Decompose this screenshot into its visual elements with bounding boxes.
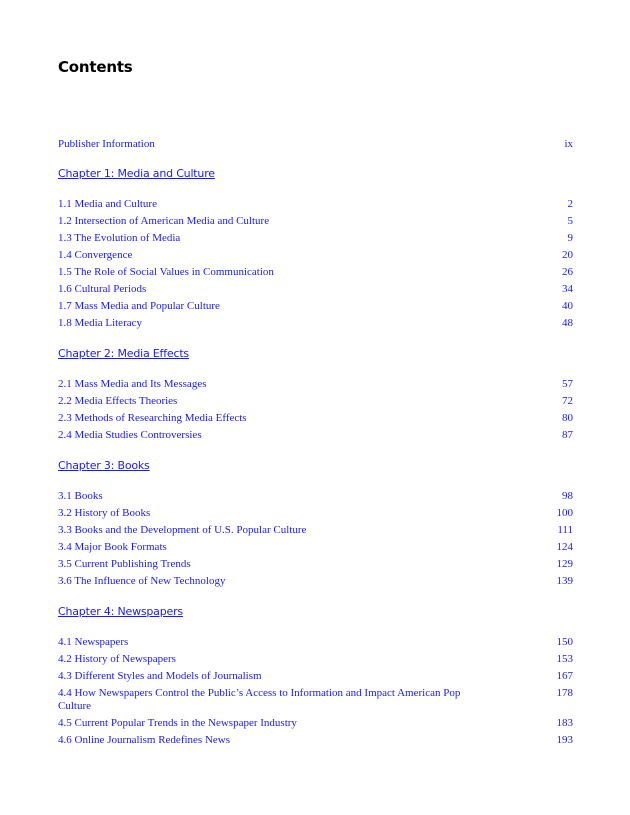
toc-entry-label: 3.5 Current Publishing Trends xyxy=(58,558,191,570)
toc-entry-page: 26 xyxy=(562,266,573,278)
toc-entry-page: 5 xyxy=(567,215,573,227)
toc-entry[interactable] xyxy=(58,300,573,313)
toc-entry[interactable] xyxy=(58,670,573,683)
chapter-heading-3[interactable]: Chapter 3: Books xyxy=(58,459,150,472)
toc-entry[interactable] xyxy=(58,717,573,730)
toc-entry[interactable] xyxy=(58,507,573,520)
toc-entry-page: 100 xyxy=(556,507,573,519)
toc-entry-label: 4.4 How Newspapers Control the Public’s Access to Information and Impact American Pop Culture xyxy=(58,687,461,712)
toc-entry-label: 3.2 History of Books xyxy=(58,507,151,519)
toc-entry-page: 48 xyxy=(562,317,573,329)
chapter-heading-1[interactable]: Chapter 1: Media and Culture xyxy=(58,167,215,180)
toc-entry-label: 1.2 Intersection of American Media and Culture xyxy=(58,215,270,227)
toc-entry[interactable] xyxy=(58,378,573,391)
toc-entry[interactable] xyxy=(58,429,573,442)
toc-entry[interactable] xyxy=(58,734,573,747)
toc-entry-page: 183 xyxy=(556,717,573,729)
toc-entry-publisher-information[interactable] xyxy=(58,138,573,151)
toc-entry[interactable] xyxy=(58,198,573,211)
toc-entry[interactable] xyxy=(58,636,573,649)
toc-entry-label: 4.2 History of Newspapers xyxy=(58,653,176,665)
toc-entry-label: 3.4 Major Book Formats xyxy=(58,541,167,553)
toc-entry-page: 72 xyxy=(562,395,573,407)
toc-entry[interactable] xyxy=(58,283,573,296)
toc-entry-label: 1.3 The Evolution of Media xyxy=(58,232,181,244)
toc-entry-page: 150 xyxy=(556,636,573,648)
toc-entry-label: 2.2 Media Effects Theories xyxy=(58,395,178,407)
toc-entry-page: 2 xyxy=(567,198,573,210)
toc-entry-page: 57 xyxy=(562,378,573,390)
toc-entry-label: 4.3 Different Styles and Models of Journalism xyxy=(58,670,262,682)
toc-entry-label: 2.1 Mass Media and Its Messages xyxy=(58,378,207,390)
toc-entry-page: 193 xyxy=(556,734,573,746)
toc-entry-label: 1.7 Mass Media and Popular Culture xyxy=(58,300,220,312)
page-title: Contents xyxy=(58,58,133,76)
toc-entry-label: 3.3 Books and the Development of U.S. Popular Culture xyxy=(58,524,307,536)
toc-entry-label: 1.6 Cultural Periods xyxy=(58,283,147,295)
toc-entry-label: 3.6 The Influence of New Technology xyxy=(58,575,226,587)
toc-entry[interactable] xyxy=(58,541,573,554)
toc-entry[interactable] xyxy=(58,266,573,279)
toc-entry-page: 34 xyxy=(562,283,573,295)
toc-entry[interactable] xyxy=(58,215,573,228)
toc-entry-label: 1.4 Convergence xyxy=(58,249,133,261)
toc-entry[interactable] xyxy=(58,687,573,713)
toc-entry[interactable] xyxy=(58,490,573,503)
toc-entry-label: 3.1 Books xyxy=(58,490,103,502)
toc-entry[interactable] xyxy=(58,575,573,588)
toc-entry-label: 4.1 Newspapers xyxy=(58,636,129,648)
toc-entry-page: 20 xyxy=(562,249,573,261)
toc-entry-page: 98 xyxy=(562,490,573,502)
toc-entry-label: 4.6 Online Journalism Redefines News xyxy=(58,734,230,746)
toc-entry[interactable] xyxy=(58,249,573,262)
toc-entry[interactable] xyxy=(58,317,573,330)
toc-entry-page: 153 xyxy=(556,653,573,665)
toc-entry-page: 167 xyxy=(556,670,573,682)
toc-entry-label: 4.5 Current Popular Trends in the Newspaper Industry xyxy=(58,717,297,729)
toc-entry-page: 178 xyxy=(556,687,573,699)
toc-entry-label: Publisher Information xyxy=(58,138,155,150)
toc-entry[interactable] xyxy=(58,558,573,571)
toc-entry-page: 9 xyxy=(567,232,573,244)
toc-entry[interactable] xyxy=(58,232,573,245)
toc-entry-page: 124 xyxy=(556,541,573,553)
toc-entry-page: 80 xyxy=(562,412,573,424)
toc-entry-page: 129 xyxy=(556,558,573,570)
toc-entry-label: 2.4 Media Studies Controversies xyxy=(58,429,202,441)
toc-entry-page: 40 xyxy=(562,300,573,312)
toc-entry-label: 1.5 The Role of Social Values in Communication xyxy=(58,266,274,278)
toc-entry-page: ix xyxy=(564,138,573,150)
toc-entry-label: 1.1 Media and Culture xyxy=(58,198,157,210)
chapter-heading-2[interactable]: Chapter 2: Media Effects xyxy=(58,347,189,360)
toc-entry[interactable] xyxy=(58,395,573,408)
toc-entry-label: 2.3 Methods of Researching Media Effects xyxy=(58,412,247,424)
chapter-heading-4[interactable]: Chapter 4: Newspapers xyxy=(58,605,183,618)
toc-entry[interactable] xyxy=(58,653,573,666)
toc-entry-page: 111 xyxy=(557,524,573,536)
toc-entry[interactable] xyxy=(58,524,573,537)
toc-entry-page: 87 xyxy=(562,429,573,441)
toc-entry-label: 1.8 Media Literacy xyxy=(58,317,142,329)
toc-entry-page: 139 xyxy=(556,575,573,587)
toc-entry[interactable] xyxy=(58,412,573,425)
